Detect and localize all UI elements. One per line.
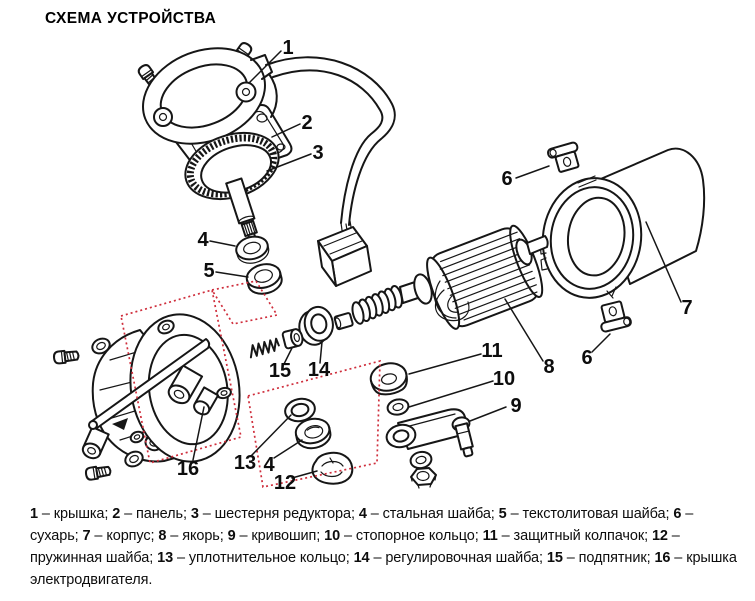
retaining-ring xyxy=(386,397,410,416)
svg-text:10: 10 xyxy=(492,368,516,390)
callout-14 xyxy=(308,342,331,381)
crank xyxy=(385,409,475,488)
svg-text:7: 7 xyxy=(681,297,693,319)
motor-end-cover xyxy=(80,306,249,469)
svg-text:4: 4 xyxy=(197,229,209,251)
svg-text:9: 9 xyxy=(510,395,522,417)
svg-text:12: 12 xyxy=(273,472,297,494)
keeper-top xyxy=(547,142,583,174)
crank-nut xyxy=(411,468,436,488)
crank-washer xyxy=(409,450,433,470)
svg-text:13: 13 xyxy=(233,452,257,474)
svg-text:11: 11 xyxy=(481,340,503,362)
svg-text:14: 14 xyxy=(307,359,331,381)
svg-text:1: 1 xyxy=(282,37,294,59)
callout-4-lower xyxy=(263,440,302,476)
spring-washer xyxy=(312,453,352,484)
svg-text:6: 6 xyxy=(501,168,513,190)
svg-text:16: 16 xyxy=(176,458,200,480)
keeper-bottom xyxy=(596,300,631,332)
callout-5 xyxy=(203,260,248,282)
cover-screw-flange-bottom xyxy=(85,465,111,481)
spring xyxy=(249,338,280,357)
callout-12 xyxy=(274,471,317,494)
svg-text:15: 15 xyxy=(268,360,292,382)
callout-9 xyxy=(470,395,522,421)
svg-text:5: 5 xyxy=(203,260,215,282)
textolite-washer xyxy=(244,261,284,297)
svg-text:3: 3 xyxy=(312,142,324,164)
callout-6-bottom xyxy=(581,334,610,369)
callout-4-upper xyxy=(197,229,235,251)
svg-text:4: 4 xyxy=(263,454,275,476)
callout-15 xyxy=(269,348,292,382)
callout-10 xyxy=(409,368,515,407)
svg-text:6: 6 xyxy=(581,347,593,369)
svg-text:8: 8 xyxy=(543,356,555,378)
steel-washer-upper xyxy=(234,233,271,266)
parts-legend: 1 – крышка; 2 – панель; 3 – шестерня редуктора; 4 – стальная шайба; 5 – текстолитовая шайба; 6 – сухарь; 7 – корпус; 8 – якорь; 9 – кривошип; 10 – стопорное кольцо; 11 – защитный колпачок; 12 – пружинная шайба; 13 – уплотнительное кольцо; 14 – регулировочная шайба; 15 – подпятник; 16 – крышка электродвигателя. xyxy=(30,506,737,588)
connector-block xyxy=(318,227,371,286)
callout-6-top xyxy=(501,166,549,190)
worm xyxy=(350,285,403,325)
callout-11 xyxy=(409,340,503,374)
callout-8 xyxy=(505,299,555,378)
page-title: СХЕМА УСТРОЙСТВА xyxy=(45,10,217,27)
protective-cap xyxy=(368,360,410,397)
callout-13 xyxy=(234,415,291,474)
svg-text:2: 2 xyxy=(301,112,313,134)
cover-screw-flange-top xyxy=(53,349,79,363)
